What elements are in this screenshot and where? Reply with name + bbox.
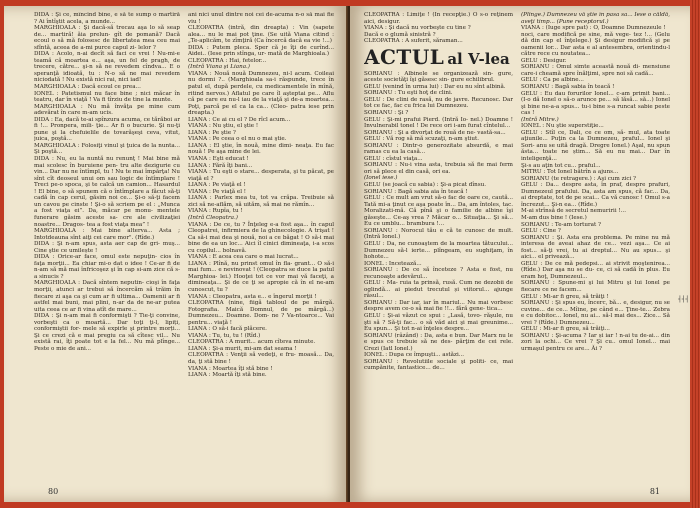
left-column-2 xyxy=(188,12,334,482)
text-paragraph: (Intră Viana şi Liana.) xyxy=(188,64,250,71)
text-paragraph: CLEOPATRA : Limiţe ! (In recepţie.) O s-o reţinem aici, desigur. xyxy=(364,12,513,25)
text-paragraph: MARGHIOALA : Nu mă învăţa pe mine cum adevărat în care m-am ucis. xyxy=(34,103,180,117)
text-paragraph: CLEOPATRA : A murit... acum cîteva minute. xyxy=(188,339,316,346)
left-column-1 xyxy=(34,12,180,482)
text-paragraph: VIANA : Tu, tu, tu ! (Rîd.) xyxy=(188,332,261,339)
text-paragraph: M-ai strînsă de secretul nemuririi !... xyxy=(521,208,626,215)
text-paragraph: IONEL : Incetează... xyxy=(364,260,422,267)
text-paragraph: DIDA : Şi n-am spus, asta aer cap de gri- muş... Cine ştie ce umilește ! xyxy=(34,241,180,254)
text-paragraph: LIANA : Moartă îţi stă bine. xyxy=(188,372,267,379)
text-paragraph: GELU : Desigur. xyxy=(521,57,567,64)
text-paragraph: IONEL : Dupa ce împuşti... astăzi... xyxy=(364,352,465,359)
text-paragraph: SORIANU : Şi ? xyxy=(364,110,409,117)
act-title-number: al V-lea xyxy=(447,49,510,68)
text-paragraph: (Intră Mitre.) xyxy=(521,116,559,123)
text-paragraph: GELU : Cine ? xyxy=(521,228,561,235)
text-paragraph: GELU : Eu dau forurilor Ionel... c-am primit bani... (I-o dă Ionel o să-o arunce pe... să lăsă... să...) Ionel şi bine ne-a-a spus... tu-i bine s-a runcat sabie peste cas ! xyxy=(521,90,670,117)
text-paragraph: VIANA : Nu ştiu, el ştie ! xyxy=(188,123,259,130)
text-paragraph: MARGHIOALA : Şi dacă-să trecau aşa lo să seap de... martiră! ăia prelun- gît de pomană? Dacă ecoul o să mă folosesc de libertatea mea ceu mai sfîntă, aceea de a-mi purce capul zi- lelor ? xyxy=(34,25,180,51)
text-paragraph: CLEOPATRA : A suferit, săraman... xyxy=(364,38,463,45)
text-paragraph: CLEOPATRA : Hai, fetelor... xyxy=(188,57,267,64)
text-paragraph: GELU (venind în urma lui) : Dar eu nu sînt albină. xyxy=(364,83,506,90)
text-paragraph: SORIANU (te retragere.) : Aşi cum zici ? xyxy=(521,175,637,182)
text-paragraph: GELU : Ma- ruia ta prinsă, rusă. Cum ne dezobii de oglindă... ai piedut trecutul și viitorul... ajunge râsul... xyxy=(364,280,513,300)
text-paragraph: MARGHIOALA : Dacă sîntem neputin- cioşi în faţa morţii, atunci ar trebui să încercăm să trăim în fiecare zi aşa ca şi cum ar fi ultima... Oamenii ar fi astfel mai buni, mai plini, n-ar da de ne-ar putea uita ceea ce ar fi vina atît de mare... xyxy=(34,280,180,313)
text-paragraph: SORIANU : Norocul tău e că te cunosc de mult. (Intră Ionel.) xyxy=(364,227,513,241)
text-paragraph: SORIANU : Nu-i vina asta, trebuia să fie mai ferm ori să plece el din casă, ori ea. xyxy=(364,162,513,175)
text-paragraph: LIANA : Fără îţi bani... xyxy=(188,162,253,169)
text-paragraph: IONEL : Patetismul nu face bine ; nici măcar în teatru, dar în viaţă ! Va fi tîrziu de tine la munte. xyxy=(34,90,180,104)
text-paragraph: Dacă e o glumă sinistră ? xyxy=(364,31,436,38)
text-paragraph: GELU : Stîl ce, Dali, ce ce om, să- mul, ata toate aţiunile... Puţin ca la Dumnezeu, praful... Ionel şi Sori- anu se uită dragă. Dregre Ionel.) Aşal, nu spun ăsta... toate ne știm... Să eu nu mai... Dar în inteligenţă... xyxy=(521,129,670,163)
right-page xyxy=(350,6,690,502)
edge-marks: ┤┤┤ xyxy=(678,296,689,303)
text-paragraph: DIDA : Putem pleca. Sper că je îţi de curînd... Aidei.. (Iese prin stînga, ur- mată de Marghioala.) xyxy=(188,44,334,58)
text-paragraph: GELU : De clini de rasă, nu de javre. Recunosc. Dar tot ce fac, fac cu frica lui Dumnezeu. xyxy=(364,96,513,110)
text-paragraph: LIANA : Plînă, nu prinst omul în fla- grant... O să-i mai fum... e nevinovat ! (Cleopatra se duce la patul Marghioa- lei.) Hooţei tot ce vor mai vă faceţi, a dimineaţa... Şi de ce ţi se apropie că în el ne-am cunoscut, tu ? xyxy=(188,260,334,293)
text-paragraph: VIANA : Cleopatra, asta e... e îngerul morţii ! xyxy=(188,293,317,300)
text-paragraph: MARGHIOALA : Mai bine alterva... Asta ; Intotdeauna sînt aiţi cei care mor". (Rîde.) xyxy=(34,228,180,241)
text-paragraph: CLEOPATRA : Venţii să vedeţi, e fru- moasă... Da, da, ţi stă bine ! xyxy=(188,352,334,365)
text-paragraph: VIANA : Pe ceea o el nu o mai ştie. xyxy=(188,136,287,143)
text-paragraph: VIANA : (Iuge spre pat) : O, Doamne Dumnezeule ! xyxy=(521,25,666,32)
text-paragraph: GELU : Da, ne cunoaştem de la moartea tătucului... Dumnezeu să-l ierte... plîngeam, eu sughiţam, în hohote... xyxy=(364,240,513,261)
text-paragraph: VIANA : Rupîa, tu ! xyxy=(188,208,243,215)
act-title xyxy=(364,44,513,69)
text-paragraph: Şi-s au aţin tot cu... praful... xyxy=(521,162,601,169)
text-paragraph: SORIANU : Spune-mi şi lui Mitru şi lui Ionel pe fiecare ce ne facem... xyxy=(521,280,670,293)
text-paragraph: (Intră Cleopatra.) xyxy=(188,214,238,221)
right-column-1-top xyxy=(364,12,513,45)
text-paragraph: SORIANU : Dintr-o generozitate absurdă, e mai ramas cu ea la casă... xyxy=(364,142,513,156)
text-paragraph: LIANA : El ştie, în nouă, mine dimi- neaţa. Eu fac nouă ! Pe aşa mine de lei. xyxy=(188,142,334,156)
text-paragraph: MARGHIOALA : Dacă ecoul ce prea... xyxy=(34,84,141,91)
book-edge xyxy=(690,0,700,508)
text-paragraph: VIANA : Eşti educat ! xyxy=(188,156,249,163)
text-paragraph: SORIANU : Dar iar, iar în mariul... Nu mai vorbesc despre avem ce-o să mai fie !!... fără gene- tica... xyxy=(364,299,513,313)
text-paragraph: SORIANU : Revolutiile sociale şi politi- ce, mai cumpănite, fantastice... de... xyxy=(364,358,513,372)
text-paragraph: DIDA : Şi ce, mîncînd bine, e să te sump o martiră ? Ai întîştit acela, a munde... xyxy=(34,12,180,25)
text-paragraph: DIDA : Nu, eu la nuntă nu renunţ ! Mai bine mă mai scolesc în buruiene pen- tru alte dezigurie cu vin... Dar nu ne întîmpl, tu ! Nu te mai împărţa! Nu sînt cît deoseul unui om sau logic de întîmplare ! Treci pe-o spoca, şi te calcă un camion... Hasardul ! El bine, o să spunem că o întîmplare a făcut să-ţi cadă în cap cerul, găsim noi ce... Şi-o să-ţi facem un cavou pe cinste ! Şi-o să scriem pe el : „Munca a fost viaţa ei”. Da, măcar pe monu- mentele funerare găsim aceste sa- cre ale civilizaţiei noastre... Dragos- tea a fost viaţa mea” ! xyxy=(34,156,180,228)
text-paragraph: LIANA : Pe viaţă el ! xyxy=(188,182,246,189)
text-paragraph: (Plînge.) Dumnezeu vă ştie în pasa sa... Iese o căldă, aveţi timp... (Pune receptorul.) xyxy=(521,12,670,25)
text-paragraph: GELU : Şi-ai văzut ce spui : „Lasă, tovo- răşule, nu şti să ? Să-ţi fac... o să văd aici şi mai greunime... Eu spun... Şi tot n-ai înţeles despre... xyxy=(364,312,513,333)
text-paragraph: CLEOPATRA (nine, fiigă tabloul de pe mărgă. Fotografia. Maică Domnul, de pe mărgă...) Dumnezeu... Doamne. Dom- ne ? Va-ntoarce... Vai pentru... viaţă ! xyxy=(188,300,334,326)
text-paragraph: IONEL : Nu ştie superstiţie... xyxy=(521,123,604,130)
text-paragraph: M-am dus bine ! (Iese.) xyxy=(521,214,587,221)
right-column-1-body xyxy=(364,71,513,372)
text-paragraph: GELU : Vă rog să mă scuzaţi, n-am ştiut. xyxy=(364,136,479,143)
text-paragraph: VIANA : E acea cea care o mai lucrat... xyxy=(188,254,299,261)
text-paragraph: GELU : Ca pe albine... xyxy=(521,77,584,84)
text-paragraph: CLEOPATRA (intră, din dreapta) : Vin (sapete alea... nu le mai pot ţine. (Se uită Viana citind : „Te-aplicăm, te zîmţiră (Ca încercă dacă ea vie !...) xyxy=(188,25,334,45)
right-column-2 xyxy=(521,12,670,482)
left-page xyxy=(4,6,348,502)
right-column-1 xyxy=(364,12,513,482)
text-paragraph: DIDA : Ea, dacă te-ai spînzura acuma, ce tărăboi ar fi !... Pronpera, mili- ţie... Ar fi o bucurie. Şi nu-ţi pune şi la chefuielile de tovarăşeşi ceva, vitut, juica, poştă... xyxy=(34,116,180,143)
text-paragraph: SORIANU : Albinele se organizează sin- gure, aceste societăţi îşi găsesc sin- gure echilibrul. xyxy=(364,70,513,84)
text-paragraph: GELU : Ce mult am vrut să-o fac de oare ce, caută... Tată mi-a ţinut ce aşa poate în... Da, am întoles, tac. Moralizati-mă. Că pînă şi o familie de albine îşi găseşte... Ce-aş vrea ? Măcar o... Situaţia... Şi să... Eu ce umblu... brambura !... xyxy=(364,195,513,228)
text-paragraph: SORIANU : Tu eşti hoţ de clini. xyxy=(364,90,453,97)
left-page-number: 80 xyxy=(48,487,59,496)
text-paragraph: VIANA : Pe viaţă el ! xyxy=(188,188,247,195)
text-paragraph: VIANA : Şi dacă nu vorbeşte cu tine ? xyxy=(364,25,471,32)
text-paragraph: DIDA : Acolo, n-ai decît să faci ce vrei ! Nu-mi-e teamă că moartea e... aşa, un fel de pragh, de trecere, către... şi-n să ne revedem cîndva... E o speranţă idioată, tu : N-o să ne mai revedem niciodată ! Nu există nici rai, nici iad! xyxy=(34,51,180,84)
text-paragraph: DIDA : Orice-ar face, omul este nepuţin- cios în faţa morţii... Ea chiar mi-o dat o idee ! Ce-ar fi de n-am să mă mai înfricoşez şi în cap si-am zice că s-a sinucis ? xyxy=(34,254,180,280)
text-paragraph: SORIANU : Şi a divorţat de rouă de ne- vastă-sa... xyxy=(364,129,506,136)
text-paragraph: GELU : Şi-mi prafui Pierd. (Intră Io- nel.) Doamne ! Invulnerabil tonel ! De rece ori i-am furat cîntelul... xyxy=(364,116,513,130)
text-paragraph: SORIANU : Bagă sabia aia în teacă ! xyxy=(364,188,468,195)
text-paragraph: GELU (se joacă cu sabia) : Şi-a picat dînsu. xyxy=(364,182,487,189)
text-paragraph: LIANA : Parlex mea tu, tot va crăpa. Treibuie să zici să ne-aflăm, să uităm, să mai ne rămîn... xyxy=(188,195,334,208)
text-paragraph: GELU : Mi-ar fi greu, să trăiţi ! xyxy=(521,293,609,300)
right-page-number: 81 xyxy=(649,487,660,496)
text-paragraph: SORIANU (râzând) : Da, asta e bun. Dar Marx nu le e spus ce trebuie să ne des- părţim de cei rele. Crezi (Iatl Ionel.) xyxy=(364,332,513,352)
text-paragraph: LIANA : Ce ai cu el ? De rîcl acum... xyxy=(188,116,291,123)
text-paragraph: SORIANU : Şi. Asta era problema. Pe mine nu mă interesa de aveai ahaz de ce... vezi aşa... Ce ai fost... să-ţi vrei, tu ai dreptul... Nu au spus... şi aici... el privează... xyxy=(521,234,670,261)
text-paragraph: noci, care modifică pe sine, mă vege- tez !... (Gelu dă din cap el înţelege.) Şi desigur modifică şi pe oamenii lor... Dar asta e al antesembra, orientindu-l către rece cu noutatea... xyxy=(521,31,670,58)
text-paragraph: LIANA : O să-i facă plăcere. xyxy=(188,326,267,333)
text-paragraph: GELU : cîstul viaţa... xyxy=(364,155,423,162)
text-paragraph: MITRU : Tot Ionel bătrîn a ajuns... xyxy=(521,169,619,176)
text-paragraph: GELU : Da... despre asta, în praf, despre prafuri, Dumnezeul prafului. Da, asta am spus, că fac... Da, ai dreptate, tot de pe scai... Ca vă cunosc ! Omul s-a încrezut... Şi-n ea... (Rîde.) xyxy=(521,182,670,208)
text-paragraph: SORIANU : Bagă sabia în teacă ! xyxy=(521,84,615,91)
text-paragraph: VIANA : De ce, tu ? Înţeleg e-a fost aşa... în capul Cleopatrei, infirmiera de la ghinecologie. A trişat ! Ca să-i mai dea şi nouă, noi a ce băgat ! O să-i mai bine de ea un loc... Aici îl cinici dimineaţa, i-a scos cu copilul... bolnavă. xyxy=(188,221,334,254)
text-paragraph: LIANA : Şi-a murit, mi-am dat seama ! xyxy=(188,345,297,352)
text-paragraph: (Ionel iese.) xyxy=(364,175,398,182)
text-paragraph: VIANA : Moartea îţi stă bine ! xyxy=(188,365,273,372)
text-paragraph: MARGHIOALA : Folosiţi vinul şi ţuica de la nunta... Şi poştă... xyxy=(34,142,180,156)
text-paragraph: LIANA : Pe ştie ? xyxy=(188,129,236,136)
text-paragraph: ani nici unul dintre noi cei de-acuma n-o să mai fie viu ! xyxy=(188,12,334,25)
act-title-main: ACTUL xyxy=(364,44,445,69)
text-paragraph: GELU : Mi-ar fi greu, să trăiţi... xyxy=(521,326,610,333)
text-paragraph: VIANA : Nouă nouă Dumnezeu, ni-l acum. Coileai nu dormi ?.. (Marghioala sa-i răspunde, trece în patul el, după perdele, cu medicamentele în mînă, ritind nervos.) Aflatul pe care îl aşteptai pe... Aflu că pe care eu nu-l iau de la viaţă şi de-a moartea... Poţi, parcă pe el ca la ca... (Cleo- patra iese prin dreapta.) xyxy=(188,70,334,117)
text-paragraph: SORIANU : Omul simte această nouă di- mensiune care-i cheamă spre înălţimi, spre noi să cadă... xyxy=(521,64,670,77)
text-paragraph: SORIANU : Şi-acuma ? Iar și iar ! n-ai tu de-ai... din zori la ochi... Ce vrei ? Şi cu.. omul Ionel... mai urmaşul pentru ce are... Ăi ? xyxy=(521,332,670,352)
text-paragraph: DIDA : Şi n-am mai fi conformişti ? Tie-ţi convine, vorbeşti ca o moartă... Dar toţi ţi-l, lipiți, conformiştii for- mele să expirle şi printre morți... Şi ce crezi că e mai pregiu ca să cîtesc vil... Nu există rai, îţi poate tot e la fel... Nu mă plînge... Peste o mie de ani... xyxy=(34,313,180,352)
text-paragraph: GELU : De ce mă pedepsi... ai strivit moştenirea... (Rîde.) Dar aşa nu se du- ce, ci să cadă în plus. Eu eram hoţ, Dumnezeul... xyxy=(521,260,670,280)
text-paragraph: SORIANU : Te-am torturat ? xyxy=(521,221,602,228)
text-paragraph: SORIANU : De ce să înceteze ? Asta e fost, nu recunoaşte adevărul... xyxy=(364,267,513,280)
text-paragraph: VIANA : Tu eşti o stare... desperata, şi tu păcat, pe viaţă el ? xyxy=(188,169,334,182)
text-paragraph: SORIANU : Şi spus eu, încerc, bă... e, desigur, nu se cuvine... de ce... Mîine, pe când e... Ţine-te... Zebra e cu dobitoc... Ionel, nu ai... să-l mai des... Zice... Să vrei ? (Rîde.) Dumnezeu... xyxy=(521,300,670,326)
